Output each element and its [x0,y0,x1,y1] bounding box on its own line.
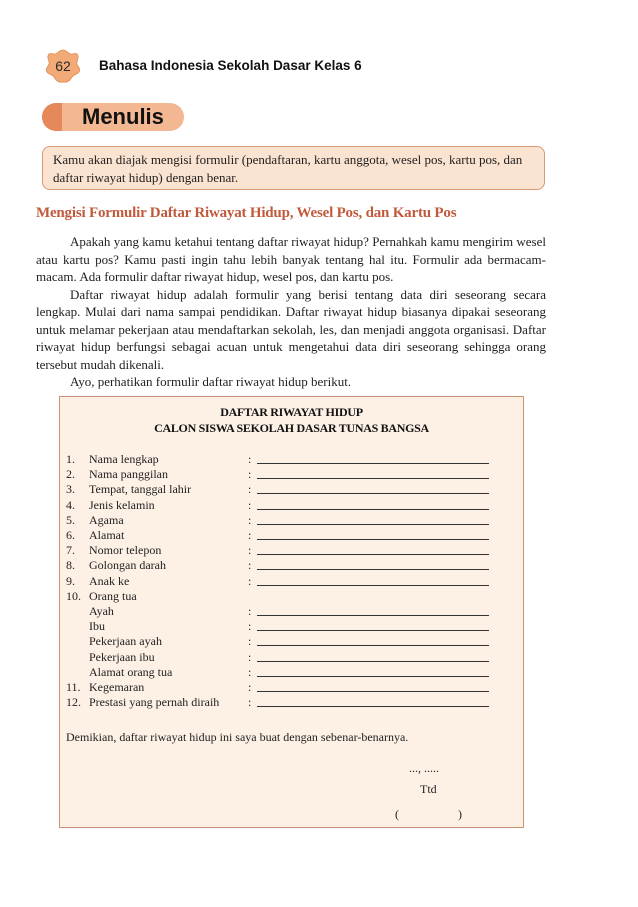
section-title: Menulis [82,104,164,129]
form-row-label: Jenis kelamin [89,497,155,512]
form-row-colon: : [248,543,252,558]
form-row-label: Nomor telepon [89,543,162,558]
form-row-blank-line[interactable] [257,585,489,586]
form-row-colon: : [248,649,252,664]
form-row-label: Pekerjaan ibu [89,649,155,664]
form-row-label: Kegemaran [89,680,145,694]
form-row-label: Alamat [89,528,125,542]
form-row-blank-line[interactable] [257,554,489,555]
paragraph: Apakah yang kamu ketahui tentang daftar riwayat hidup? Pernahkah kamu mengirim wesel atau kartu pos? Kamu pasti ingin tahu lebih banyak tentang hal itu. Formulir ada bermacam-macam. Ada formulir daftar riwayat hidup, wesel pos, dan kartu pos. [36,234,546,284]
form-row-blank-line[interactable] [257,691,489,692]
form-row-number: 10. [66,588,81,603]
form-row-label: Ayah [89,604,114,618]
form-title: DAFTAR RIWAYAT HIDUP [220,405,363,419]
intro-box: Kamu akan diajak mengisi formulir (pendaftaran, kartu anggota, wesel pos, kartu pos, dan daftar riwayat hidup) dengan benar. [42,146,545,190]
form-row-number: 7. [66,543,75,558]
form-row [60,650,525,665]
resume-form [59,396,524,828]
form-row [60,467,525,482]
subheading: Mengisi Formulir Daftar Riwayat Hidup, Wesel Pos, dan Kartu Pos [36,205,457,221]
form-row-label: Anak ke [89,573,130,588]
form-row-label: Nama panggilan [89,467,168,482]
form-row-colon: : [248,634,252,649]
page-number: 62 [55,58,71,74]
form-row-label: Golongan darah [89,558,166,573]
form-row-blank-line[interactable] [257,509,489,510]
form-row-number: 3. [66,482,75,497]
form-row-number: 6. [66,528,75,542]
form-row-label: Pekerjaan ayah [89,634,162,649]
form-row [60,680,525,695]
form-row [60,619,525,634]
form-row-blank-line[interactable] [257,463,489,464]
book-title: Bahasa Indonesia Sekolah Dasar Kelas 6 [99,58,362,73]
form-row-number: 2. [66,467,75,482]
form-row-blank-line[interactable] [257,478,489,479]
form-row-label: Tempat, tanggal lahir [89,482,192,497]
form-row [60,574,525,589]
form-row-label: Alamat orang tua [89,664,173,679]
paragraph: Daftar riwayat hidup adalah formulir yang berisi tentang data diri seseorang secara lengkap. Mulai dari nama sampai pendidikan. Daftar riwayat hidup biasanya dipakai seseorang untuk melamar pekerjaan atau mendaftarkan sekolah, les, dan menjadi anggota organisasi. Daftar riwayat hidup berfungsi sebagai acuan untuk mengetahui data diri seseorang sehingga orang tersebut mudah dikenali. [36,286,546,372]
form-row-number: 5. [66,512,75,527]
form-row-blank-line[interactable] [257,524,489,525]
form-row-colon: : [248,680,252,694]
form-row-blank-line[interactable] [257,630,489,631]
form-row-number: 1. [66,452,75,466]
form-row-label: Nama lengkap [89,452,159,466]
form-row-label: Ibu [89,619,105,634]
form-row-colon: : [248,467,252,482]
form-row-number: 4. [66,497,75,512]
paragraph: Ayo, perhatikan formulir daftar riwayat hidup berikut. [70,374,352,389]
form-row-blank-line[interactable] [257,539,489,540]
form-row-blank-line[interactable] [257,615,489,616]
paren-close: ) [458,807,462,821]
form-row-blank-line[interactable] [257,706,489,707]
page-number-badge [45,49,81,83]
signature-ttd: Ttd [420,782,437,796]
form-row-number: 9. [66,573,75,588]
form-row [60,558,525,573]
form-row [60,543,525,558]
form-row-colon: : [248,512,252,527]
form-row-colon: : [248,573,252,588]
form-row-number: 8. [66,558,75,573]
form-row-blank-line[interactable] [257,569,489,570]
form-row [60,634,525,649]
form-row [60,528,525,543]
form-row-number: 12. [66,695,81,710]
form-row-colon: : [248,619,252,634]
form-row [60,665,525,680]
form-row [60,513,525,528]
form-row [60,452,525,467]
form-row-colon: : [248,695,252,710]
form-row-number: 11. [66,680,81,694]
form-subtitle: CALON SISWA SEKOLAH DASAR TUNAS BANGSA [154,421,429,435]
section-tag [42,103,184,131]
body-text [36,233,546,391]
form-row-colon: : [248,664,252,679]
paren-open: ( [395,807,399,821]
form-row [60,482,525,497]
form-row-label: Orang tua [89,588,137,603]
form-row-blank-line[interactable] [257,661,489,662]
form-row-label: Agama [89,512,124,527]
form-row [60,498,525,513]
form-row-colon: : [248,558,252,573]
form-row [60,604,525,619]
form-row-blank-line[interactable] [257,493,489,494]
form-row-colon: : [248,452,252,466]
signature-place-date: ..., ..... [409,761,439,775]
closing-statement: Demikian, daftar riwayat hidup ini saya buat dengan sebenar-benarnya. [66,730,409,744]
form-row-blank-line[interactable] [257,645,489,646]
form-row-blank-line[interactable] [257,676,489,677]
form-row-colon: : [248,604,252,618]
form-row-colon: : [248,497,252,512]
form-row [60,589,525,604]
form-row-colon: : [248,528,252,542]
form-row-label: Prestasi yang pernah diraih [89,695,220,710]
form-row [60,695,525,710]
signature-name-parentheses [395,807,465,822]
form-row-colon: : [248,482,252,497]
